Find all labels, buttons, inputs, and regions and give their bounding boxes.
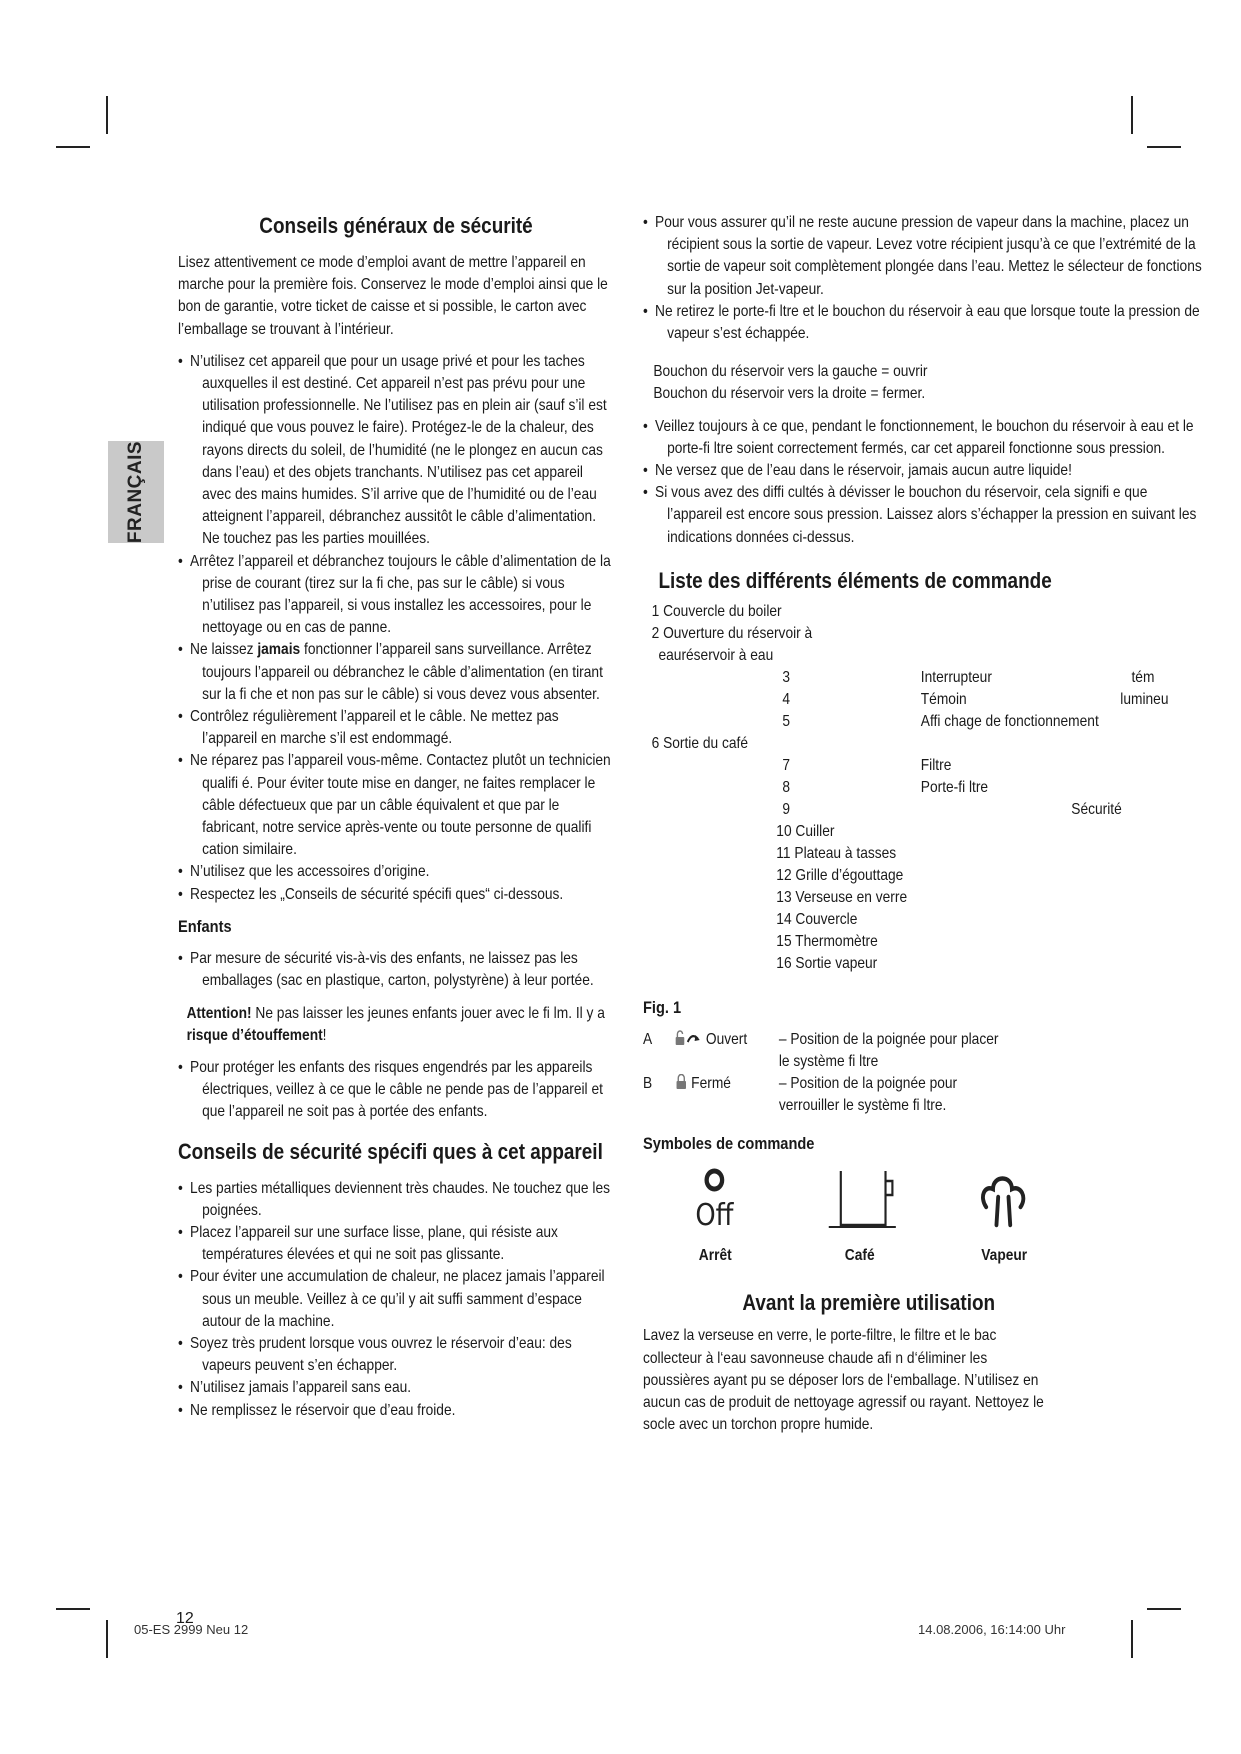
list-item: • Pour protéger les enfants des risques engendrés par les appareils électriques, veillez à ce que le câble ne pende pas de l’appareil et que l’appareil ne soit pas à portée des enfants. — [178, 1057, 614, 1124]
left-column — [178, 212, 614, 1432]
list-item: • N’utilisez que les accessoires d’origine. — [178, 861, 614, 883]
part-item: 12 Grille d’égouttage — [776, 866, 904, 884]
part-item: Sécurité — [1071, 800, 1122, 818]
first-use-title: Avant la première utilisation — [742, 1290, 996, 1316]
crop-mark — [1131, 1620, 1133, 1658]
symbol-row — [643, 1167, 1203, 1267]
part-item: 2 Ouverture du réservoir à — [651, 624, 813, 642]
figure-row-open: A Ouvert – Position de la poignée pour placer le système fi ltre — [643, 1031, 999, 1071]
page-number: 12 — [176, 1610, 194, 1627]
figure-title: Fig. 1 — [643, 997, 682, 1017]
figure-row-closed: B Fermé – Position de la poignée pour verrouiller le système fi ltre. — [643, 1075, 958, 1115]
parts-list — [643, 601, 1203, 971]
part-item: luminеu — [1120, 690, 1169, 708]
list-item: • Ne réparez pas l’appareil vous-même. Contactez plutôt un technicien qualifi é. Pour éviter toute mise en danger, ne faites remplacer le câble défectueux que par un câble équivalent et que par le fabricant, notre service après-vente ou toute personne de qualifi cation similaire. — [178, 750, 614, 861]
list-item: • Arrêtez l’appareil et débranchez toujours le câble d’alimentation de la prise de courant (tirez sur la fi che, pas sur le câble) si vous n’utilisez pas l’appareil, si vous installez les accessoires, pour le nettoyage ou en cas de panne. — [178, 551, 614, 640]
part-number: 8 — [782, 778, 790, 796]
part-item: Affi chage de fonctionnement — [920, 712, 1099, 730]
list-item: • Si vous avez des diffi cultés à dévisser le bouchon du réservoir, cela signifi e que l’appareil est encore sous pression. Laissez alors s’échapper la pression en suivant les indications données ci-dessus. — [643, 482, 1203, 549]
symbol-off — [643, 1167, 787, 1267]
part-item: 1 Couvercle du boiler — [651, 602, 782, 620]
symbol-caption: Vapeur — [981, 1247, 1028, 1265]
cap-instructions: Bouchon du réservoir vers la gauche = ouvrir Bouchon du réservoir vers la droite = fermer. — [653, 363, 928, 403]
part-item: 13 Verseuse en verre — [776, 888, 908, 906]
symbol-coffee — [787, 1167, 931, 1267]
list-item: • Soyez très prudent lorsque vous ouvrez le réservoir d’eau: des vapeurs peuvent s’en échapper. — [178, 1333, 614, 1377]
crop-mark — [1131, 96, 1133, 134]
list-item: • Ne laissez jamais fonctionner l’appareil sans surveillance. Arrêtez toujours l’appareil ou débranchez le câble d’alimentation (en tirant sur la fi che et non pas sur le câble) si vous devez vous absenter. — [178, 639, 614, 706]
part-item: Porte-fi ltre — [920, 778, 989, 796]
symbol-caption: Arrêt — [698, 1247, 732, 1265]
part-item: Témoin — [920, 690, 967, 708]
part-item: tém — [1131, 668, 1155, 686]
crop-mark — [106, 96, 108, 134]
list-item: • Respectez les „Conseils de sécurité spécifi ques“ ci-dessous. — [178, 884, 614, 906]
list-item: • Contrôlez régulièrement l’appareil et le câble. Ne mettez pas l’appareil en marche s’il est endommagé. — [178, 706, 614, 750]
crop-mark — [56, 146, 90, 148]
part-item: Interrupteur — [920, 668, 992, 686]
symbols-title: Symboles de commande — [643, 1134, 815, 1154]
part-item: 6 Sortie du café — [651, 734, 748, 752]
part-item: 14 Couvercle — [776, 910, 858, 928]
open-lock-icon — [675, 1030, 703, 1046]
language-tab-label: FRANÇAIS — [125, 440, 147, 544]
footer-left: 05-ES 2999 Neu 12 — [134, 1622, 249, 1637]
language-tab — [108, 441, 164, 543]
attention-note: Attention! Ne pas laisser les jeunes enfants jouer avec le fi lm. Il y a risque d’étouffement! — [186, 1004, 605, 1044]
intro-paragraph: Lisez attentivement ce mode d’emploi avant de mettre l’appareil en marche pour la première fois. Conservez le mode d’emploi ainsi que le bon de garantie, votre ticket de caisse et si possible, le carton avec l’emballage se trouvant à l’intérieur. — [178, 254, 608, 338]
list-item: • Ne versez que de l’eau dans le réservoir, jamais aucun autre liquide! — [643, 460, 1203, 482]
first-use-paragraph: Lavez la verseuse en verre, le porte-filtre, le filtre et le bac collecteur à l‘eau savonneuse chaude afi n d‘éliminer les poussières ayant pu se déposer lors de l‘emballage. N’utilisez en aucun cas de produit de nettoyage agressif ou rayant. Nettoyez le socle avec un torchon propre humide. — [643, 1327, 1044, 1434]
crop-mark — [106, 1620, 108, 1658]
list-item: • Pour éviter une accumulation de chaleur, ne placez jamais l’appareil sous un meuble. Veillez à ce qu’il y ait suffi samment d’espace autour de la machine. — [178, 1266, 614, 1333]
general-safety-list — [178, 351, 614, 906]
part-item: 11 Plateau à tasses — [776, 844, 897, 862]
steam-icon — [974, 1167, 1034, 1231]
part-number: 5 — [782, 712, 790, 730]
part-number: 3 — [782, 668, 790, 686]
crop-mark — [1147, 146, 1181, 148]
part-item: eauréservoir à eau — [658, 646, 774, 664]
children-title: Enfants — [178, 916, 232, 936]
closed-lock-icon — [675, 1074, 687, 1090]
list-item: • N’utilisez jamais l’appareil sans eau. — [178, 1377, 614, 1399]
crop-mark — [1147, 1608, 1181, 1610]
specific-safety-title: Conseils de sécurité spécifi ques à cet appareil — [178, 1138, 603, 1164]
part-item: 15 Thermomètre — [776, 932, 878, 950]
list-item: • Ne remplissez le réservoir que d’eau froide. — [178, 1400, 614, 1422]
list-item: • Placez l’appareil sur une surface lisse, plane, qui résiste aux températures élevées et qui ne soit pas glissante. — [178, 1222, 614, 1266]
list-item: • Pour vous assurer qu’il ne reste aucune pression de vapeur dans la machine, placez un récipient sous la sortie de vapeur. Levez votre récipient jusqu’à ce que l’extrémité de la sortie de vapeur soit complètement plongée dans l’eau. Mettez le sélecteur de fonctions sur la position Jet-vapeur. — [643, 212, 1203, 301]
cup-icon — [817, 1167, 903, 1231]
symbol-steam — [932, 1167, 1076, 1267]
list-item: • Les parties métalliques deviennent très chaudes. Ne touchez que les poignées. — [178, 1178, 614, 1222]
footer-right: 14.08.2006, 16:14:00 Uhr — [918, 1622, 1066, 1637]
part-item: Filtre — [920, 756, 952, 774]
part-number: 9 — [782, 800, 790, 818]
svg-text:Off: Off — [695, 1197, 734, 1232]
part-number: 4 — [782, 690, 790, 708]
list-item: • N’utilisez cet appareil que pour un usage privé et pour les taches auxquelles il est destiné. Cet appareil n’est pas prévu pour une utilisation professionnelle. Ne l’utilisez pas en plein air (sauf s’il est indiqué que vous pouvez le faire). Protégez-le de la chaleur, des rayons directs du soleil, de l’humidité (ne le plongez en aucun cas dans l’eau) et des objets tranchants. N’utilisez pas cet appareil avec des mains humides. S’il arrive que de l’humidité ou de l’eau atteignent l’appareil, débranchez aussitôt le câble d’alimentation. Ne touchez pas les parties mouillées. — [178, 351, 614, 551]
list-item: • Veillez toujours à ce que, pendant le fonctionnement, le bouchon du réservoir à eau et le porte-fi ltre soient correctement fermés, car cet appareil fonctionne sous pression. — [643, 416, 1203, 460]
parts-title: Liste des différents éléments de commande — [658, 567, 1052, 593]
general-safety-title: Conseils généraux de sécurité — [259, 213, 533, 238]
list-item: • Ne retirez le porte-fi ltre et le bouchon du réservoir à eau que lorsque toute la pression de vapeur s’est échappée. — [643, 301, 1203, 345]
symbol-caption: Café — [844, 1247, 875, 1265]
specific-safety-list — [178, 1178, 614, 1422]
part-item: 10 Cuiller — [776, 822, 835, 840]
part-number: 7 — [782, 756, 790, 774]
right-column — [643, 212, 1203, 1446]
off-icon — [685, 1167, 745, 1231]
list-item: • Par mesure de sécurité vis-à-vis des enfants, ne laissez pas les emballages (sac en plastique, carton, polystyrène) à leur portée. — [178, 948, 614, 992]
crop-mark — [56, 1608, 90, 1610]
part-item: 16 Sortie vapeur — [776, 954, 878, 972]
